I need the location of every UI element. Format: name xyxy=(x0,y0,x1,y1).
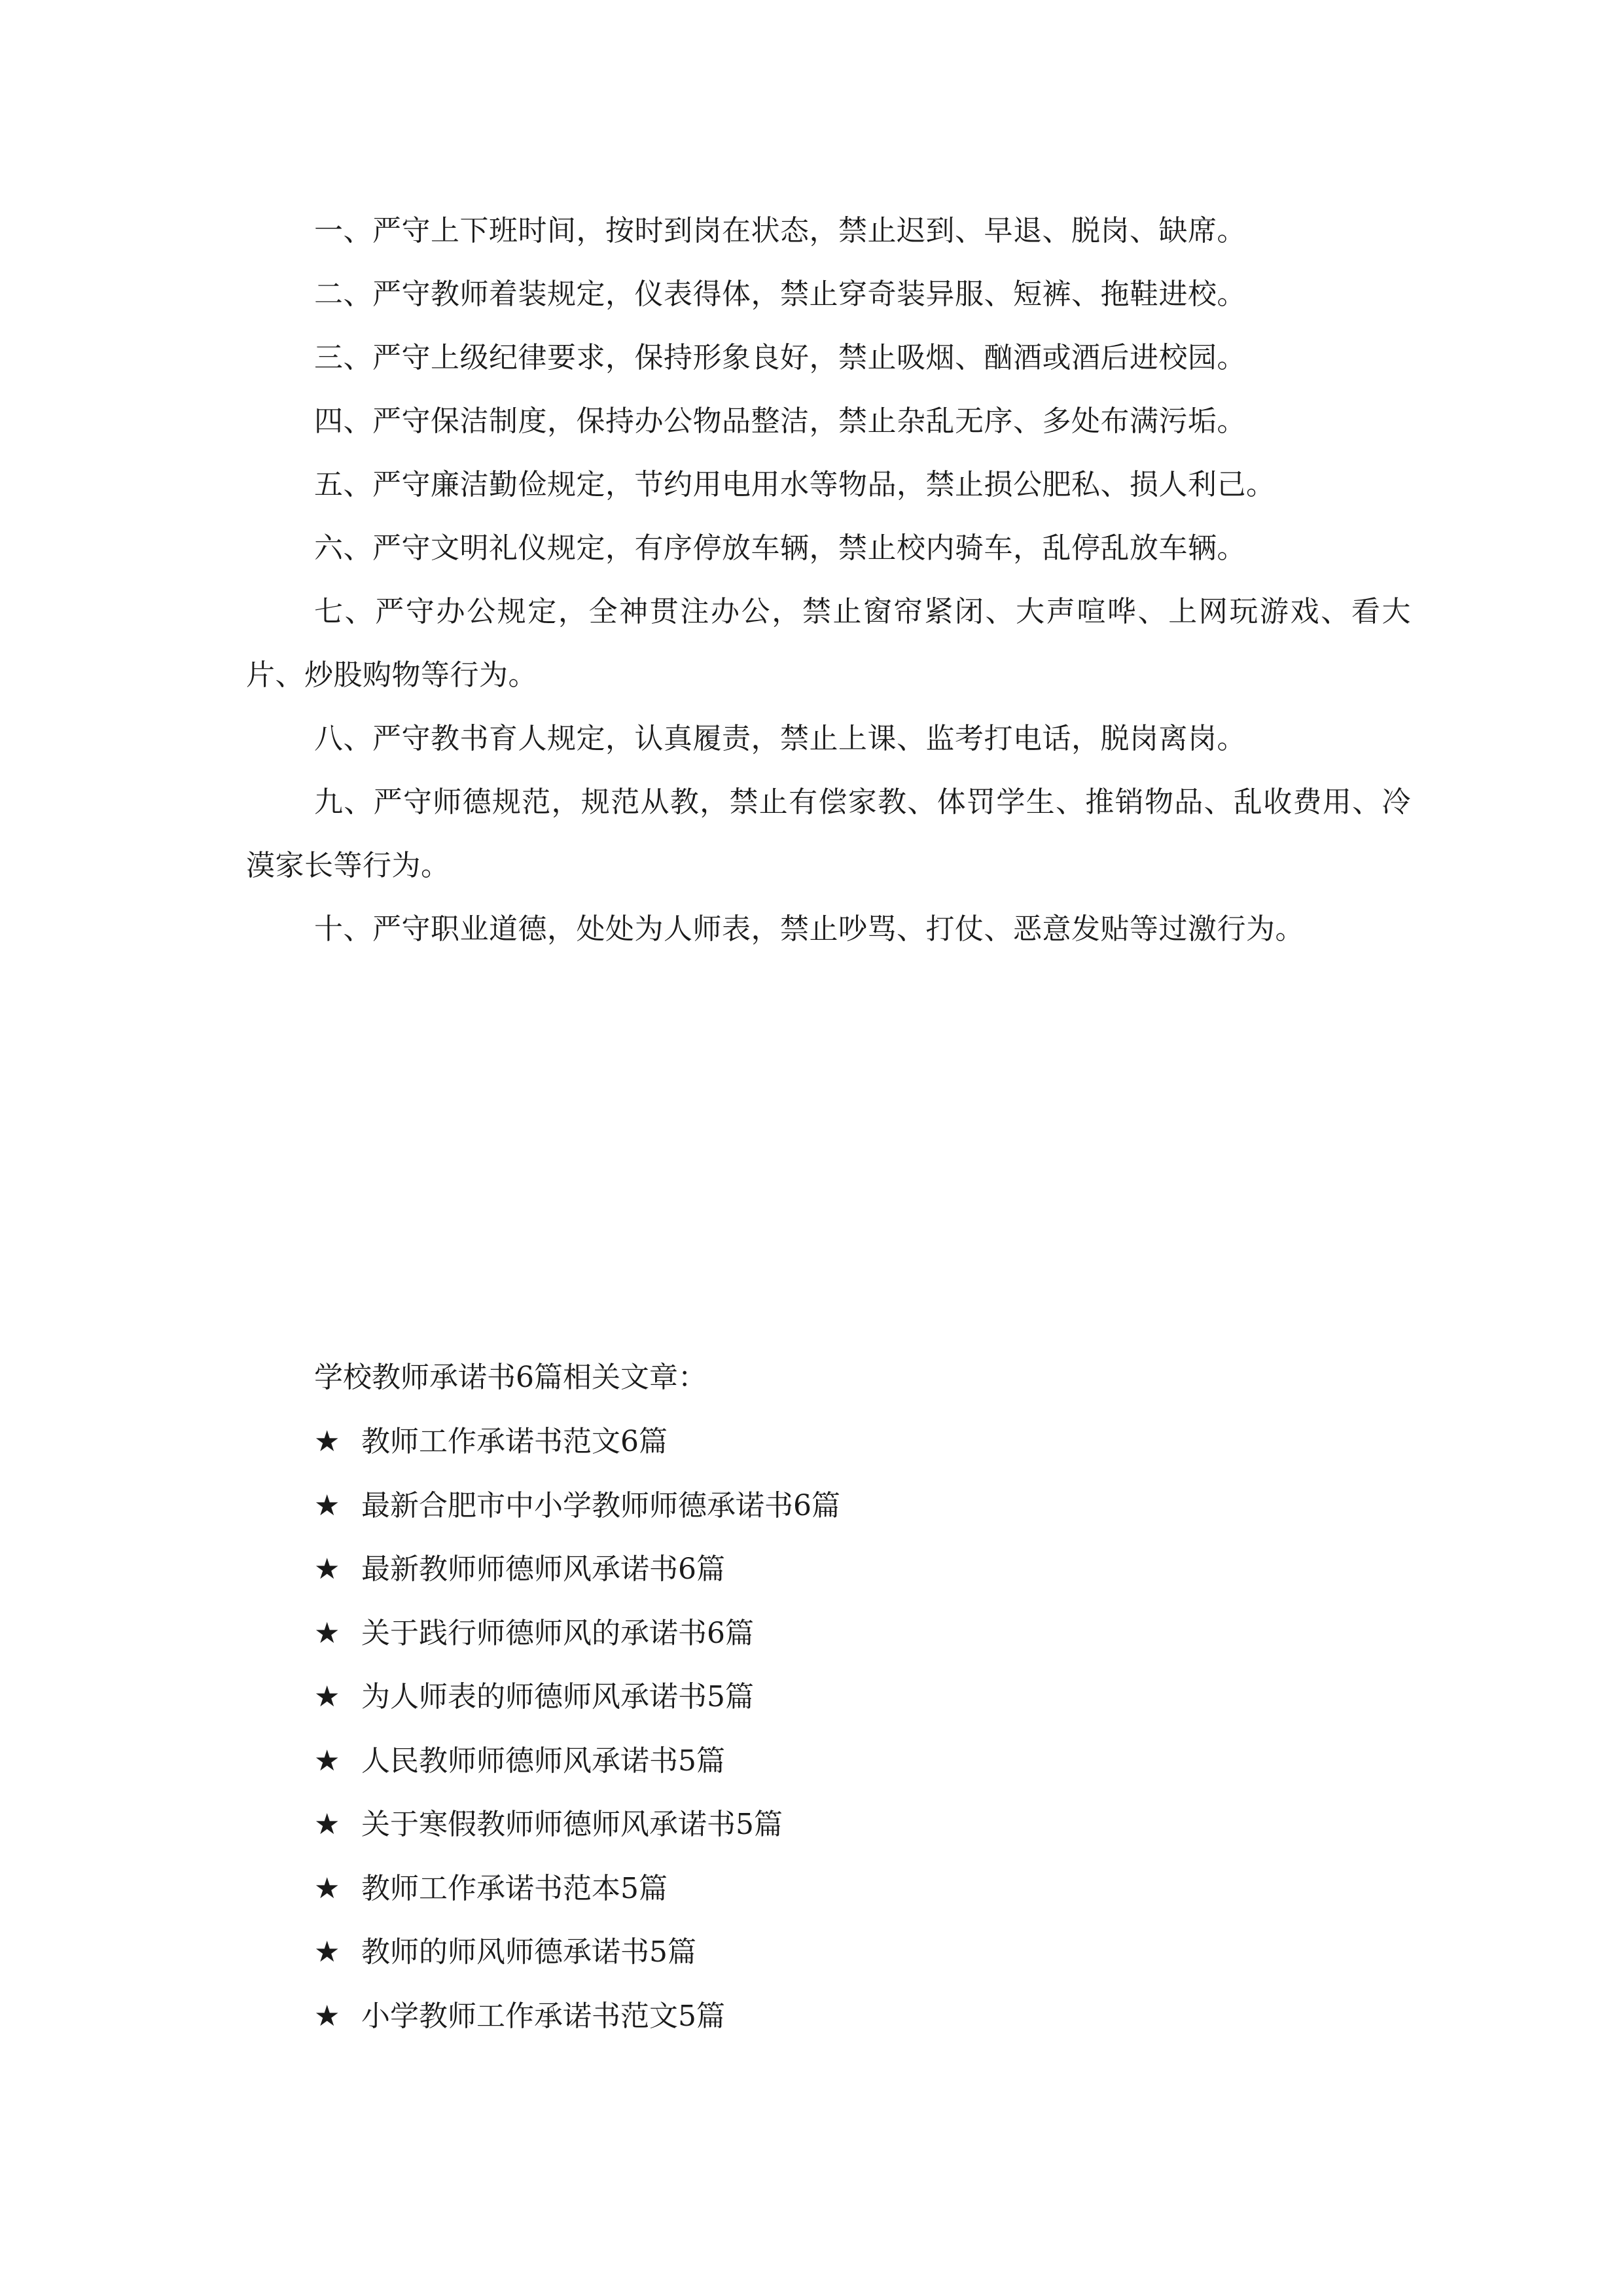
star-icon: ★ xyxy=(314,1871,340,1905)
related-article-item[interactable] xyxy=(314,1665,1361,1729)
related-article-item[interactable] xyxy=(314,1920,1361,1984)
related-article-link[interactable]: 最新教师师德师风承诺书6篇 xyxy=(361,1552,725,1586)
rule-3: 三、严守上级纪律要求，保持形象良好，禁止吸烟、酗酒或酒后进校园。 xyxy=(314,341,1246,374)
related-article-link[interactable]: 关于践行师德师风的承诺书6篇 xyxy=(361,1616,754,1650)
rule-2: 二、严守教师着装规定，仪表得体，禁止穿奇装异服、短裤、拖鞋进校。 xyxy=(314,278,1246,311)
related-article-link[interactable]: 教师的师风师德承诺书5篇 xyxy=(361,1935,696,1969)
related-article-item[interactable] xyxy=(314,1857,1361,1921)
related-article-link[interactable]: 教师工作承诺书范文6篇 xyxy=(361,1425,668,1458)
rule-4: 四、严守保洁制度，保持办公物品整洁，禁止杂乱无序、多处布满污垢。 xyxy=(314,404,1246,438)
related-article-item[interactable] xyxy=(314,1602,1361,1666)
rule-9: 九、严守师德规范，规范从教，禁止有偿家教、体罚学生、推销物品、乱收费用、冷漠家长等行为。 xyxy=(246,785,1411,882)
related-article-item[interactable] xyxy=(314,1410,1361,1474)
rule-8: 八、严守教书育人规定，认真履责，禁止上课、监考打电话，脱岗离岗。 xyxy=(314,722,1246,755)
related-articles-title: 学校教师承诺书6篇相关文章： xyxy=(314,1361,707,1394)
rule-1: 一、严守上下班时间，按时到岗在状态，禁止迟到、早退、脱岗、缺席。 xyxy=(314,214,1246,247)
star-icon: ★ xyxy=(314,1744,340,1778)
rules-section xyxy=(246,199,1411,961)
star-icon: ★ xyxy=(314,1616,340,1650)
star-icon: ★ xyxy=(314,1488,340,1522)
related-article-item[interactable] xyxy=(314,1984,1361,2049)
related-article-item[interactable] xyxy=(314,1793,1361,1857)
related-article-item[interactable] xyxy=(314,1537,1361,1602)
related-articles-list xyxy=(314,1410,1361,2048)
star-icon: ★ xyxy=(314,1680,340,1713)
star-icon: ★ xyxy=(314,1425,340,1458)
related-article-link[interactable]: 最新合肥市中小学教师师德承诺书6篇 xyxy=(361,1488,840,1522)
star-icon: ★ xyxy=(314,1935,340,1969)
star-icon: ★ xyxy=(314,1808,340,1841)
related-article-link[interactable]: 教师工作承诺书范本5篇 xyxy=(361,1871,668,1905)
rule-10: 十、严守职业道德，处处为人师表，禁止吵骂、打仗、恶意发贴等过激行为。 xyxy=(314,912,1304,946)
related-article-link[interactable]: 小学教师工作承诺书范文5篇 xyxy=(361,1999,725,2033)
related-article-link[interactable]: 关于寒假教师师德师风承诺书5篇 xyxy=(361,1808,783,1841)
rule-6: 六、严守文明礼仪规定，有序停放车辆，禁止校内骑车，乱停乱放车辆。 xyxy=(314,531,1246,565)
rule-7: 七、严守办公规定，全神贯注办公，禁止窗帘紧闭、大声喧哗、上网玩游戏、看大片、炒股购物等行为。 xyxy=(246,595,1411,692)
rule-5: 五、严守廉洁勤俭规定，节约用电用水等物品，禁止损公肥私、损人利己。 xyxy=(314,468,1275,501)
related-article-link[interactable]: 人民教师师德师风承诺书5篇 xyxy=(361,1744,725,1778)
related-articles xyxy=(314,1346,1361,2048)
star-icon: ★ xyxy=(314,1999,340,2033)
related-article-item[interactable] xyxy=(314,1474,1361,1538)
star-icon: ★ xyxy=(314,1552,340,1586)
related-article-link[interactable]: 为人师表的师德师风承诺书5篇 xyxy=(361,1680,754,1713)
related-article-item[interactable] xyxy=(314,1729,1361,1793)
